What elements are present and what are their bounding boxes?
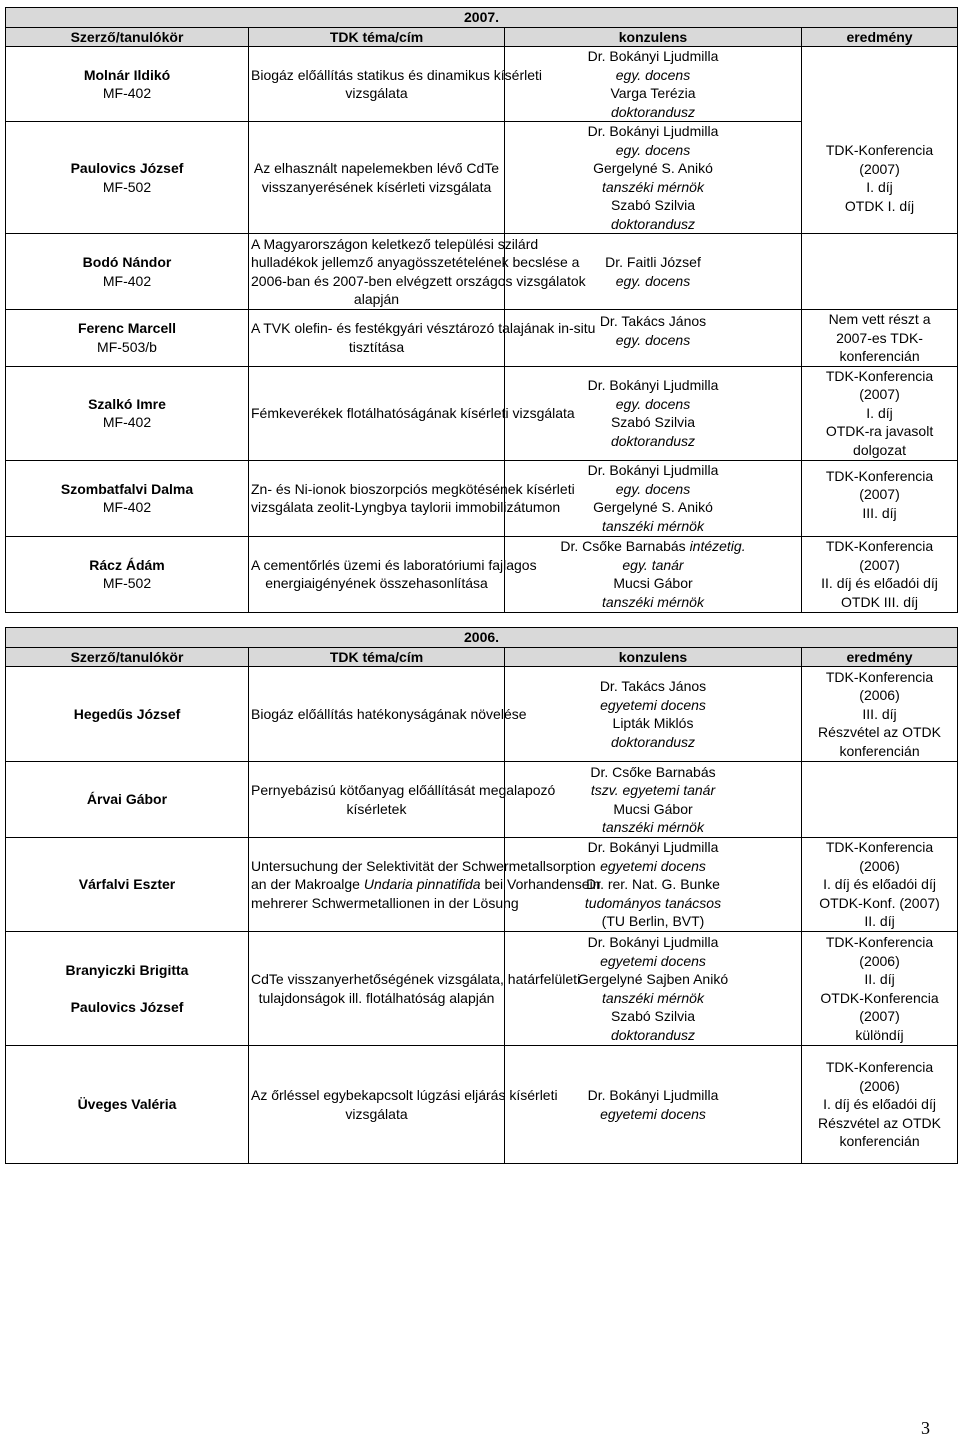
author-name: Várfalvi Eszter bbox=[78, 876, 176, 893]
result-line: II. díj bbox=[864, 971, 895, 987]
table-row bbox=[6, 366, 958, 460]
author-group: MF-402 bbox=[102, 272, 152, 289]
advisor-line: egyetemi docens bbox=[600, 952, 706, 969]
author-name: Hegedűs József bbox=[73, 705, 181, 722]
topic-fragment: an der Makroalge bbox=[251, 876, 364, 893]
topic-line: Az elhasznált napelemekben lévő CdTe bbox=[253, 160, 500, 176]
advisor-line: Gergelyné S. Anikó bbox=[593, 160, 713, 176]
advisor-cell bbox=[505, 932, 802, 1046]
advisor-line: Dr. Bokányi Ljudmilla bbox=[587, 934, 719, 950]
advisor-line: Varga Terézia bbox=[610, 85, 696, 101]
topic-line: tisztítása bbox=[348, 338, 405, 355]
result-line: (2006) bbox=[859, 952, 900, 969]
advisor-line: Dr. Faitli József bbox=[605, 254, 701, 270]
result-line: Részvétel az OTDK bbox=[818, 724, 941, 741]
advisor-line: egy. docens bbox=[615, 331, 691, 348]
topic-line: Fémkeverékek flotálhatóságának kísérleti vizsgálata bbox=[251, 404, 575, 421]
author-group: MF-402 bbox=[102, 85, 152, 101]
species-name: Undaria pinnatifida bbox=[363, 876, 481, 893]
result-line: konferencián bbox=[839, 348, 920, 364]
col-header-result: eredmény bbox=[802, 647, 958, 667]
advisor-line: Szabó Szilvia bbox=[610, 414, 696, 430]
author-name: Rácz Ádám bbox=[89, 556, 165, 573]
result-line: (2007) bbox=[859, 486, 900, 502]
author-cell bbox=[6, 932, 249, 1046]
result-line: TDK-Konferencia bbox=[825, 1059, 934, 1076]
topic-line: A Magyarországon keletkező települési szilárd bbox=[251, 235, 539, 252]
advisor-line: tszv. egyetemi tanár bbox=[590, 782, 716, 798]
advisor-cell bbox=[505, 536, 802, 612]
advisor-line: egy. docens bbox=[615, 66, 691, 83]
result-cell bbox=[802, 762, 958, 838]
advisor-cell bbox=[505, 460, 802, 536]
result-line: konferencián bbox=[839, 1133, 920, 1150]
advisor-line: Gergelyné S. Anikó bbox=[593, 499, 713, 515]
topic-cell bbox=[249, 460, 575, 536]
result-cell bbox=[802, 234, 958, 310]
topic-line: A TVK olefin- és festékgyári vésztározó talajának in-situ bbox=[251, 320, 596, 337]
result-line: TDK-Konferencia bbox=[825, 538, 934, 554]
author-name: Branyiczki Brigitta bbox=[65, 962, 189, 978]
result-line: OTDK I. díj bbox=[844, 197, 915, 214]
topic-line: hulladékok jellemző anyagösszetételének becslése a bbox=[251, 254, 580, 270]
result-line: konferencián bbox=[839, 742, 920, 759]
result-cell bbox=[802, 310, 958, 367]
topic-line bbox=[251, 875, 601, 894]
advisor-line: Dr. Bokányi Ljudmilla bbox=[587, 123, 719, 139]
table-2006 bbox=[5, 627, 958, 1164]
advisor-line: Gergelyné Sajben Anikó bbox=[577, 971, 729, 987]
advisor-cell bbox=[505, 47, 802, 122]
topic-cell bbox=[249, 667, 527, 762]
result-cell bbox=[802, 536, 958, 612]
result-line: Részvétel az OTDK bbox=[818, 1114, 941, 1131]
table-row bbox=[6, 762, 958, 838]
table-row bbox=[6, 932, 958, 1046]
author-name: Paulovics József bbox=[70, 160, 184, 176]
advisor-line: Dr. Bokányi Ljudmilla bbox=[587, 462, 719, 478]
result-line: OTDK-Konferencia bbox=[820, 989, 939, 1006]
advisor-line: Dr. Bokányi Ljudmilla bbox=[587, 1087, 719, 1103]
result-line: I. díj bbox=[866, 404, 893, 421]
advisor-line: tanszéki mérnök bbox=[602, 819, 704, 835]
advisor-line: Dr. Bokányi Ljudmilla bbox=[587, 377, 719, 393]
col-header-advisor: konzulens bbox=[505, 647, 802, 667]
advisor-line: tanszéki mérnök bbox=[602, 517, 704, 534]
advisor-line: Dr. Csőke Barnabás bbox=[590, 763, 716, 780]
col-header-author: Szerző/tanulókör bbox=[6, 27, 249, 47]
advisor-line: Mucsi Gábor bbox=[613, 575, 693, 591]
author-cell bbox=[6, 667, 249, 762]
table-row bbox=[6, 47, 958, 122]
result-line: TDK-Konferencia bbox=[825, 668, 934, 685]
advisor-cell bbox=[505, 234, 802, 310]
topic-line: alapján bbox=[353, 291, 400, 307]
result-line: I. díj és előadói díj bbox=[823, 876, 936, 893]
topic-cell bbox=[249, 47, 543, 122]
result-line: TDK-Konferencia bbox=[825, 142, 934, 158]
advisor-cell bbox=[505, 1046, 802, 1164]
author-cell bbox=[6, 366, 249, 460]
result-line: I. díj és előadói díj bbox=[823, 1096, 936, 1113]
result-line: TDK-Konferencia bbox=[825, 467, 934, 484]
advisor-line: tanszéki mérnök bbox=[602, 593, 704, 610]
author-group: MF-402 bbox=[102, 414, 152, 430]
table-row bbox=[6, 460, 958, 536]
author-cell bbox=[6, 122, 249, 234]
author-name: Árvai Gábor bbox=[86, 791, 168, 808]
result-line: I. díj bbox=[866, 179, 893, 195]
result-cell bbox=[802, 838, 958, 932]
author-cell bbox=[6, 838, 249, 932]
topic-line: visszanyerésének kísérleti vizsgálata bbox=[261, 178, 492, 195]
result-line: 2007-es TDK- bbox=[836, 329, 923, 346]
result-line: (2006) bbox=[859, 857, 900, 874]
topic-cell bbox=[249, 536, 537, 612]
col-header-result: eredmény bbox=[802, 27, 958, 47]
author-cell bbox=[6, 1046, 249, 1164]
author-group: MF-402 bbox=[102, 499, 152, 515]
author-group: MF-502 bbox=[102, 575, 152, 591]
topic-line: energiaigényének összehasonlítása bbox=[265, 575, 488, 591]
advisor-line: egy. docens bbox=[615, 141, 691, 158]
advisor-line: (TU Berlin, BVT) bbox=[601, 913, 705, 930]
advisor-line: Szabó Szilvia bbox=[610, 1008, 696, 1024]
topic-line: vizsgálata zeolit-Lyngbya taylorii immobilizátumon bbox=[251, 499, 561, 515]
result-line: Nem vett részt a bbox=[828, 311, 931, 327]
author-name: Üveges Valéria bbox=[77, 1096, 177, 1113]
advisor-line: Dr. Takács János bbox=[599, 678, 707, 694]
table-row bbox=[6, 667, 958, 762]
advisor-line: doktorandusz bbox=[610, 733, 696, 750]
page-number: 3 bbox=[921, 1418, 930, 1438]
topic-cell bbox=[249, 366, 575, 460]
advisor-line: tanszéki mérnök bbox=[602, 178, 704, 195]
advisor-line: egyetemi docens bbox=[600, 1105, 706, 1122]
topic-cell bbox=[249, 122, 505, 234]
result-cell bbox=[802, 47, 958, 234]
advisor-line: doktorandusz bbox=[610, 1026, 696, 1043]
result-line: (2007) bbox=[859, 1008, 900, 1024]
author-name: Bodó Nándor bbox=[82, 254, 172, 270]
author-cell bbox=[6, 234, 249, 310]
result-cell bbox=[802, 366, 958, 460]
author-cell bbox=[6, 47, 249, 122]
topic-line: Biogáz előállítás statikus és dinamikus kísérleti bbox=[251, 66, 543, 83]
topic-line: 2006-ban és 2007-ben elvégzett országos vizsgálatok bbox=[251, 272, 586, 289]
author-name: Szalkó Imre bbox=[88, 395, 166, 412]
author-cell bbox=[6, 310, 249, 367]
advisor-cell bbox=[505, 762, 802, 838]
topic-line: Untersuchung der Selektivität der Schwermetallsorption bbox=[251, 857, 596, 874]
advisor-line: Dr. Bokányi Ljudmilla bbox=[587, 48, 719, 64]
author-group: MF-502 bbox=[102, 178, 152, 195]
advisor-line: Mucsi Gábor bbox=[613, 800, 693, 817]
result-line: különdíj bbox=[855, 1026, 904, 1043]
result-cell bbox=[802, 460, 958, 536]
topic-line: tulajdonságok ill. flotálhatóság alapján bbox=[258, 989, 495, 1006]
spacer bbox=[8, 980, 246, 998]
advisor-cell bbox=[505, 122, 802, 234]
advisor-line: egyetemi docens bbox=[600, 857, 706, 874]
topic-line: kísérletek bbox=[346, 800, 407, 817]
table-row bbox=[6, 234, 958, 310]
topic-cell bbox=[249, 234, 586, 310]
author-name: Molnár Ildikó bbox=[83, 66, 171, 83]
result-line: TDK-Konferencia bbox=[825, 934, 934, 950]
author-name: Paulovics József bbox=[70, 998, 184, 1015]
topic-line: CdTe visszanyerhetőségének vizsgálata, határfelületi bbox=[251, 971, 581, 987]
advisor-line: egy. tanár bbox=[622, 556, 684, 573]
topic-cell bbox=[249, 838, 601, 932]
result-line: OTDK-ra javasolt bbox=[825, 423, 934, 440]
topic-cell bbox=[249, 762, 556, 838]
result-line: III. díj bbox=[862, 504, 897, 521]
advisor-line: egy. docens bbox=[615, 272, 691, 289]
result-line: II. díj és előadói díj bbox=[821, 575, 938, 591]
advisor-line: egy. docens bbox=[615, 480, 691, 497]
result-line: II. díj bbox=[864, 913, 895, 930]
advisor-line: doktorandusz bbox=[610, 215, 696, 232]
advisor-line: egyetemi docens bbox=[600, 696, 706, 713]
topic-line: A cementőrlés üzemi és laboratóriumi fajlagos bbox=[251, 556, 537, 573]
advisor-cell bbox=[505, 310, 802, 367]
table-row bbox=[6, 310, 958, 367]
result-line: TDK-Konferencia bbox=[825, 839, 934, 856]
result-line: (2007) bbox=[859, 556, 900, 573]
author-group: MF-503/b bbox=[97, 338, 157, 355]
advisor-line: Dr. Csőke Barnabás intézetig. bbox=[560, 538, 746, 554]
year-heading: 2007. bbox=[6, 8, 958, 28]
result-line: (2007) bbox=[859, 160, 900, 177]
topic-line: Az őrléssel egybekapcsolt lúgzási eljárás kísérleti bbox=[251, 1087, 558, 1103]
result-line: dolgozat bbox=[853, 441, 906, 458]
advisor-line: Lipták Miklós bbox=[612, 715, 694, 731]
topic-line: vizsgálata bbox=[345, 85, 408, 101]
topic-line: Pernyebázisú kötőanyag előállítását megalapozó bbox=[251, 782, 556, 798]
year-heading: 2006. bbox=[6, 628, 958, 648]
result-line: (2006) bbox=[859, 1077, 900, 1094]
result-line: (2007) bbox=[859, 386, 900, 403]
result-line: TDK-Konferencia bbox=[825, 367, 934, 384]
table-2007 bbox=[5, 7, 958, 613]
topic-cell bbox=[249, 310, 596, 367]
result-cell bbox=[802, 932, 958, 1046]
topic-line: Biogáz előállítás hatékonyságának növelése bbox=[251, 705, 527, 722]
advisor-line: tanszéki mérnök bbox=[602, 989, 704, 1006]
author-cell bbox=[6, 762, 249, 838]
table-row bbox=[6, 536, 958, 612]
topic-cell bbox=[249, 932, 581, 1046]
advisor-line: doktorandusz bbox=[610, 432, 696, 449]
topic-line: Zn- és Ni-ionok bioszorpciós megkötésének kísérleti bbox=[251, 480, 575, 497]
advisor-line: tudományos tanácsos bbox=[584, 894, 722, 911]
col-header-author: Szerző/tanulókör bbox=[6, 647, 249, 667]
result-cell bbox=[802, 1046, 958, 1164]
author-name: Szombatfalvi Dalma bbox=[60, 480, 194, 497]
col-header-advisor: konzulens bbox=[505, 27, 802, 47]
result-line: (2006) bbox=[859, 687, 900, 704]
table-row bbox=[6, 838, 958, 932]
topic-line: mehrerer Schwermetallionen in der Lösung bbox=[251, 894, 519, 911]
topic-line: vizsgálata bbox=[345, 1105, 408, 1122]
result-line: OTDK-Konf. (2007) bbox=[819, 894, 940, 911]
author-cell bbox=[6, 460, 249, 536]
author-name: Ferenc Marcell bbox=[77, 320, 177, 337]
advisor-line: Dr. Bokányi Ljudmilla bbox=[587, 839, 719, 856]
topic-fragment: bei Vorhandensein bbox=[480, 876, 601, 893]
result-cell bbox=[802, 667, 958, 762]
author-cell bbox=[6, 536, 249, 612]
advisor-line: Dr. rer. Nat. G. Bunke bbox=[586, 876, 720, 893]
result-line: OTDK III. díj bbox=[841, 593, 919, 610]
advisor-line: Dr. Takács János bbox=[599, 313, 707, 329]
advisor-line: Szabó Szilvia bbox=[610, 197, 696, 213]
advisor-line: doktorandusz bbox=[610, 103, 696, 120]
col-header-topic: TDK téma/cím bbox=[249, 647, 505, 667]
result-line: III. díj bbox=[862, 705, 897, 722]
table-row bbox=[6, 1046, 958, 1164]
advisor-cell bbox=[505, 667, 802, 762]
col-header-topic: TDK téma/cím bbox=[249, 27, 505, 47]
advisor-line: egy. docens bbox=[615, 395, 691, 412]
topic-cell bbox=[249, 1046, 558, 1164]
